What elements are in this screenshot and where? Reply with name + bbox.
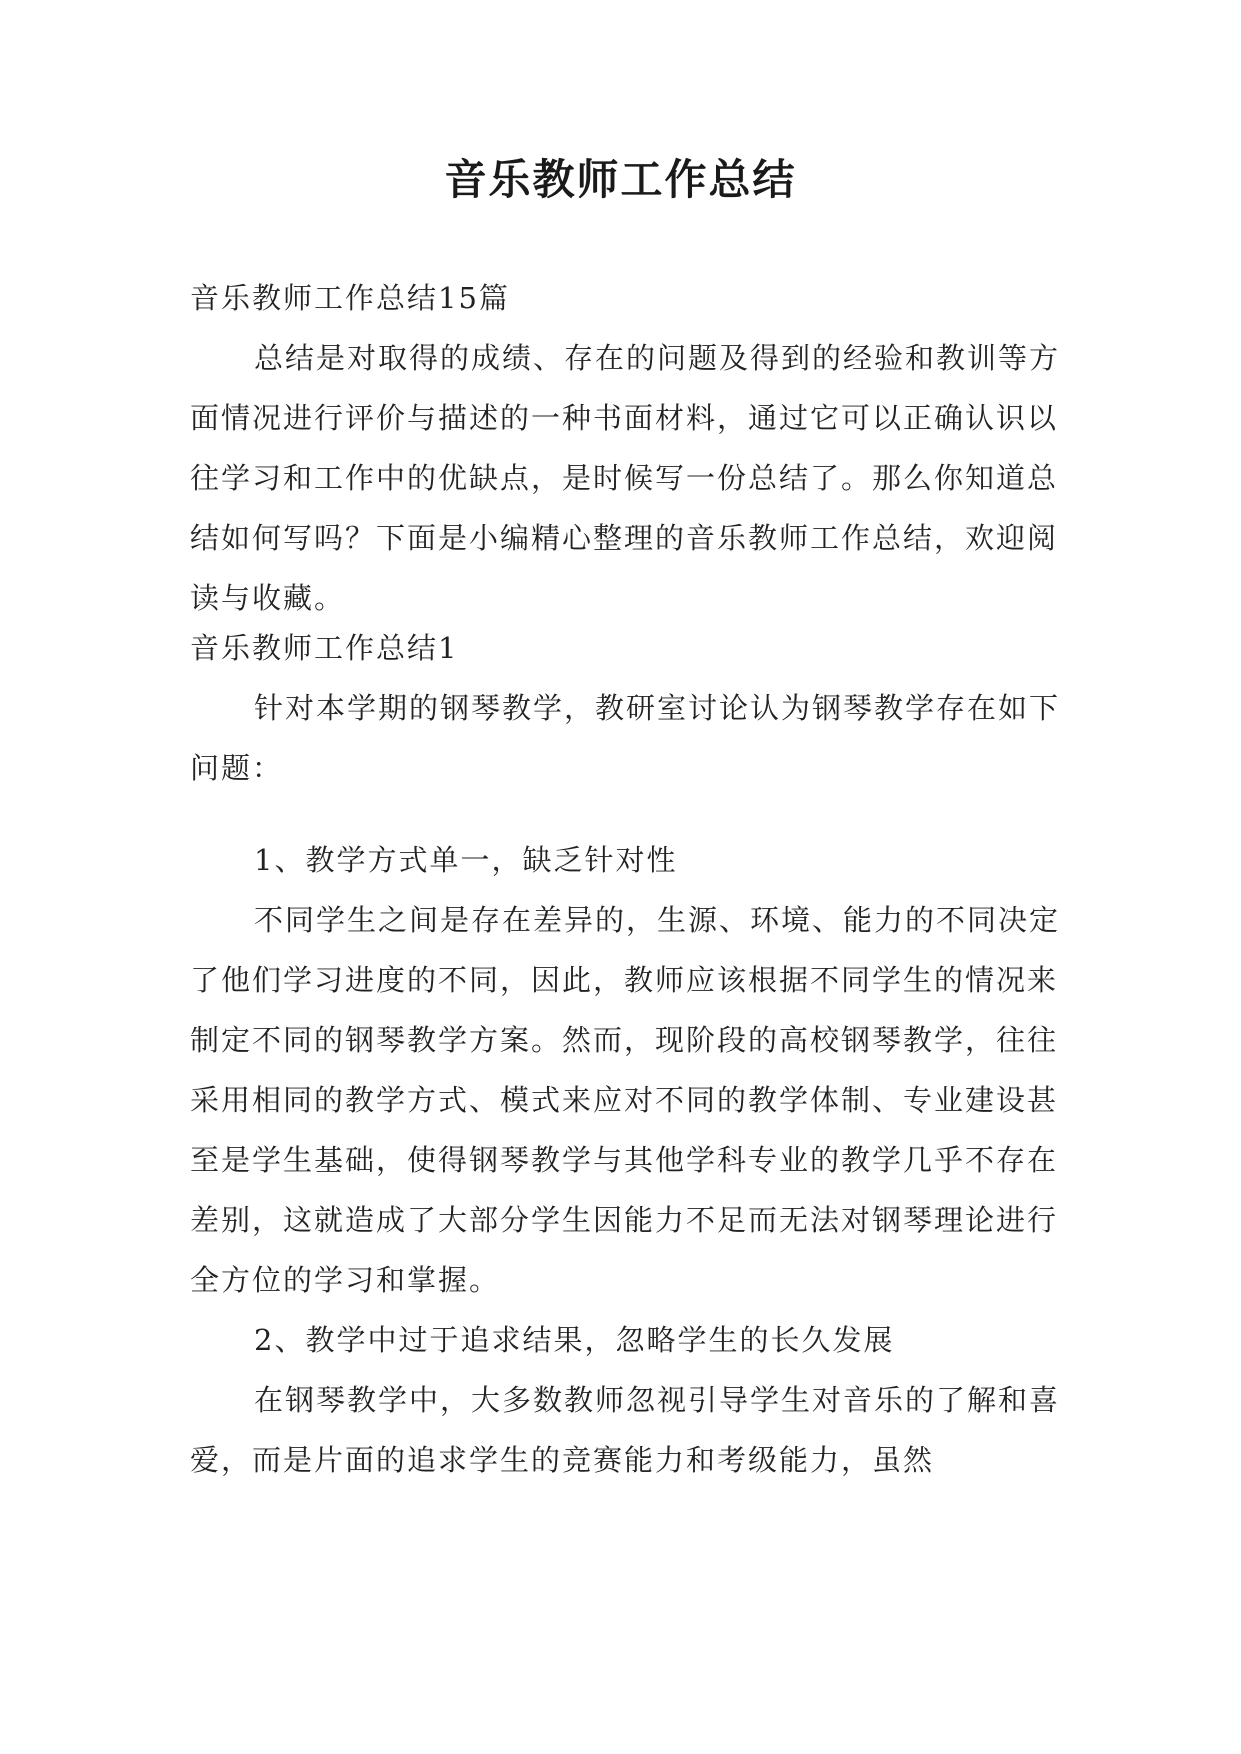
point1-paragraph: 不同学生之间是存在差异的，生源、环境、能力的不同决定了他们学习进度的不同，因此，教师应该根据不同学生的情况来制定不同的钢琴教学方案。然而，现阶段的高校钢琴教学，往往采用相同的教学方式、模式来应对不同的教学体制、专业建设甚至是学生基础，使得钢琴教学与其他学科专业的教学几乎不存在差别，这就造成了大部分学生因能力不足而无法对钢琴理论进行全方位的学习和掌握。: [190, 903, 1061, 1297]
section1-paragraph: 针对本学期的钢琴教学，教研室讨论认为钢琴教学存在如下问题：: [190, 691, 1061, 785]
point2-paragraph: 在钢琴教学中，大多数教师忽视引导学生对音乐的了解和喜爱，而是片面的追求学生的竞赛能力和考级能力，虽然: [190, 1383, 1061, 1477]
document-title: 音乐教师工作总结: [444, 155, 797, 204]
document-subtitle: 音乐教师工作总结15篇: [190, 281, 510, 315]
section1-heading: 音乐教师工作总结1: [190, 631, 459, 665]
point1-heading: 1、教学方式单一，缺乏针对性: [254, 843, 678, 877]
intro-paragraph: 总结是对取得的成绩、存在的问题及得到的经验和教训等方面情况进行评价与描述的一种书面材料，通过它可以正确认识以往学习和工作中的优缺点，是时候写一份总结了。那么你知道总结如何写吗？下面是小编精心整理的音乐教师工作总结，欢迎阅读与收藏。: [190, 341, 1061, 615]
point2-heading: 2、教学中过于追求结果，忽略学生的长久发展: [254, 1323, 895, 1357]
